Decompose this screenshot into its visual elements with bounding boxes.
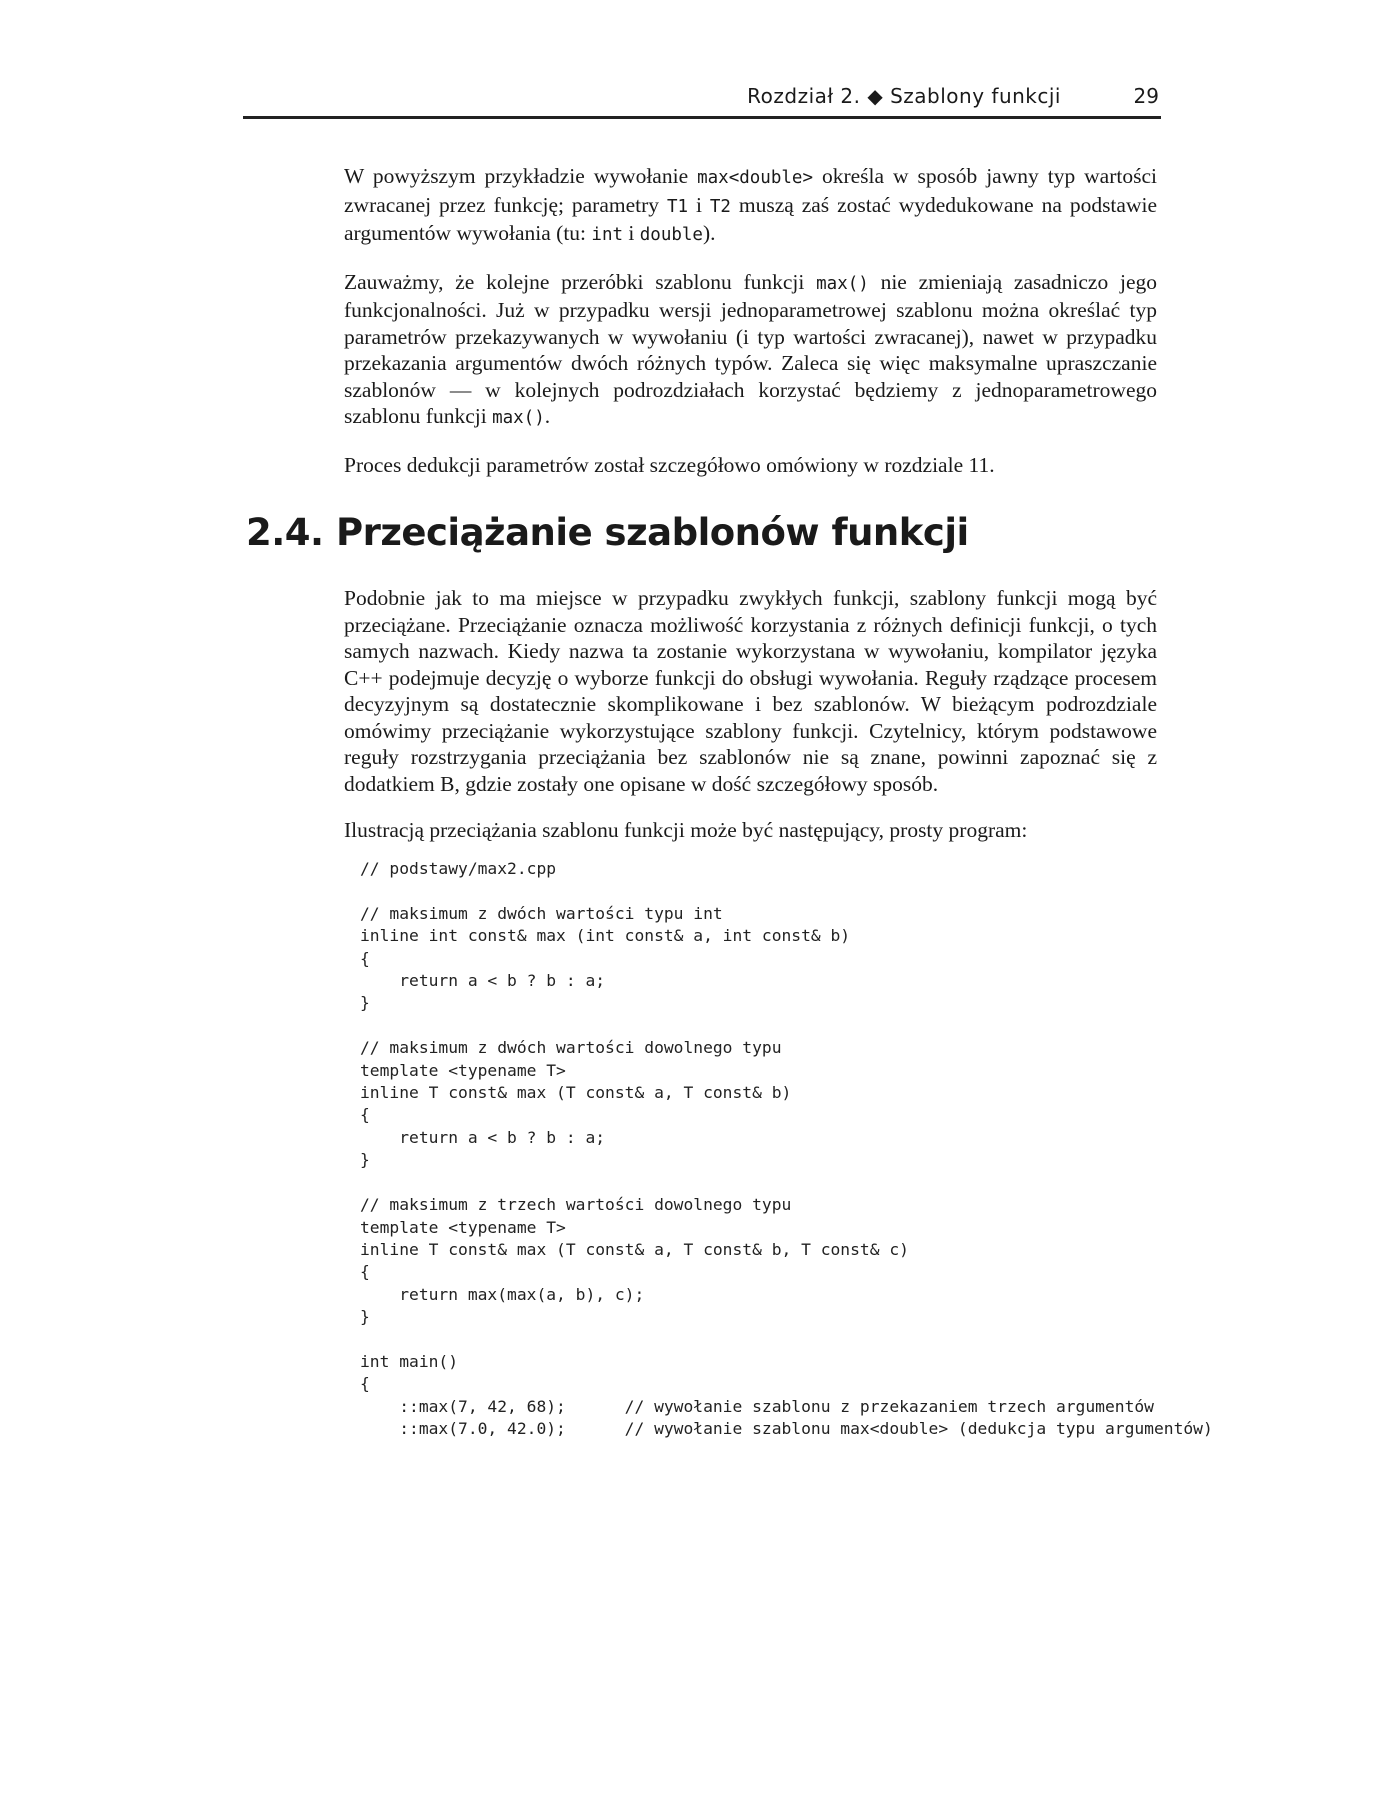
text-run: W powyższym przykładzie wywołanie bbox=[344, 164, 698, 188]
paragraph-1 bbox=[344, 163, 1157, 249]
section-heading: 2.4. Przeciążanie szablonów funkcji bbox=[246, 511, 969, 554]
text-run: Zauważmy, że kolejne przeróbki szablonu funkcji bbox=[344, 269, 817, 294]
inline-code: T2 bbox=[709, 196, 731, 217]
text-block-section bbox=[344, 585, 1157, 864]
paragraph-3: Proces dedukcji parametrów został szczegółowo omówiony w rozdziale 11. bbox=[344, 452, 995, 477]
inline-code: T1 bbox=[666, 196, 689, 217]
text-block-top bbox=[344, 163, 1157, 498]
code-listing: // podstawy/max2.cpp // maksimum z dwóch wartości typu int inline int const& max (int const& a, int const& b) { return a < b ? b : a; } // maksimum z dwóch wartości dowolnego typu template <typename T> inline T const& max (T const& a, T const& b) { return a < b ? b : a; } // maksimum z trzech wartości dowolnego typu template <typename T> inline T const& max (T const& a, T const& b, T const& c) { return max(max(a, b), c); } int main() { ::max(7, 42, 68); // wywołanie szablonu z przekazaniem trzech argumentów ::max(7.0, 42.0); // wywołanie szablonu max<double> (dedukcja typu argumentów) bbox=[360, 859, 1213, 1439]
text-run: określa w sposób jawny typ wartości zwracanej przez funkcję; parametry bbox=[344, 164, 1157, 217]
inline-code: double bbox=[639, 225, 703, 245]
paragraph-2 bbox=[344, 269, 1157, 432]
running-header bbox=[243, 82, 1161, 119]
text-run: i bbox=[688, 192, 710, 217]
text-run: nie zmieniają zasadniczo jego funkcjonalności. Już w przypadku wersji jednoparametrowej szablonu można określać typ parametrów przekazywanych w wywołaniu (i typ wartości zwracanej), nawet w przypadku przekazania argumentów dwóch różnych typów. Zaleca się więc maksymalne upraszczanie szablonów — w kolejnych podrozdziałach korzystać będziemy z jednoparametrowego szablonu funkcji bbox=[344, 269, 1158, 428]
page-number: 29 bbox=[1133, 84, 1159, 108]
text-run: ). bbox=[702, 221, 716, 245]
text-run: muszą zaś zostać wydedukowane na podstawie argumentów wywołania (tu: bbox=[344, 192, 1157, 245]
inline-code: max() bbox=[492, 408, 545, 428]
text-run: . bbox=[544, 404, 551, 428]
paragraph-5: Ilustracją przeciążania szablonu funkcji może być następujący, prosty program: bbox=[344, 818, 1028, 842]
inline-code: max<double> bbox=[697, 168, 813, 188]
paragraph-4: Podobnie jak to ma miejsce w przypadku zwykłych funkcji, szablony funkcji mogą być przeciążane. Przeciążanie oznacza możliwość korzystania z różnych definicji funkcji, o tych samych nazwach. Kiedy nazwa ta zostanie wykorzystana w wywołaniu, kompilator języka C++ podejmuje decyzję o wyborze funkcji do obsługi wywołania. Reguły rządzące procesem decyzyjnym są dostatecznie skomplikowane i bez szablonów. W bieżącym podrozdziale omówimy przeciążanie wykorzystujące szablony funkcji. Czytelnicy, którym podstawowe reguły rozstrzygania przeciążania bez szablonów nie są znane, powinni zapoznać się z dodatkiem B, gdzie zostały one opisane w dość szczegółowy sposób. bbox=[344, 586, 1157, 796]
chapter-title: Rozdział 2. ◆ Szablony funkcji bbox=[747, 84, 1061, 108]
inline-code: int bbox=[591, 225, 624, 245]
text-run: i bbox=[623, 221, 640, 245]
inline-code: max() bbox=[816, 273, 869, 294]
